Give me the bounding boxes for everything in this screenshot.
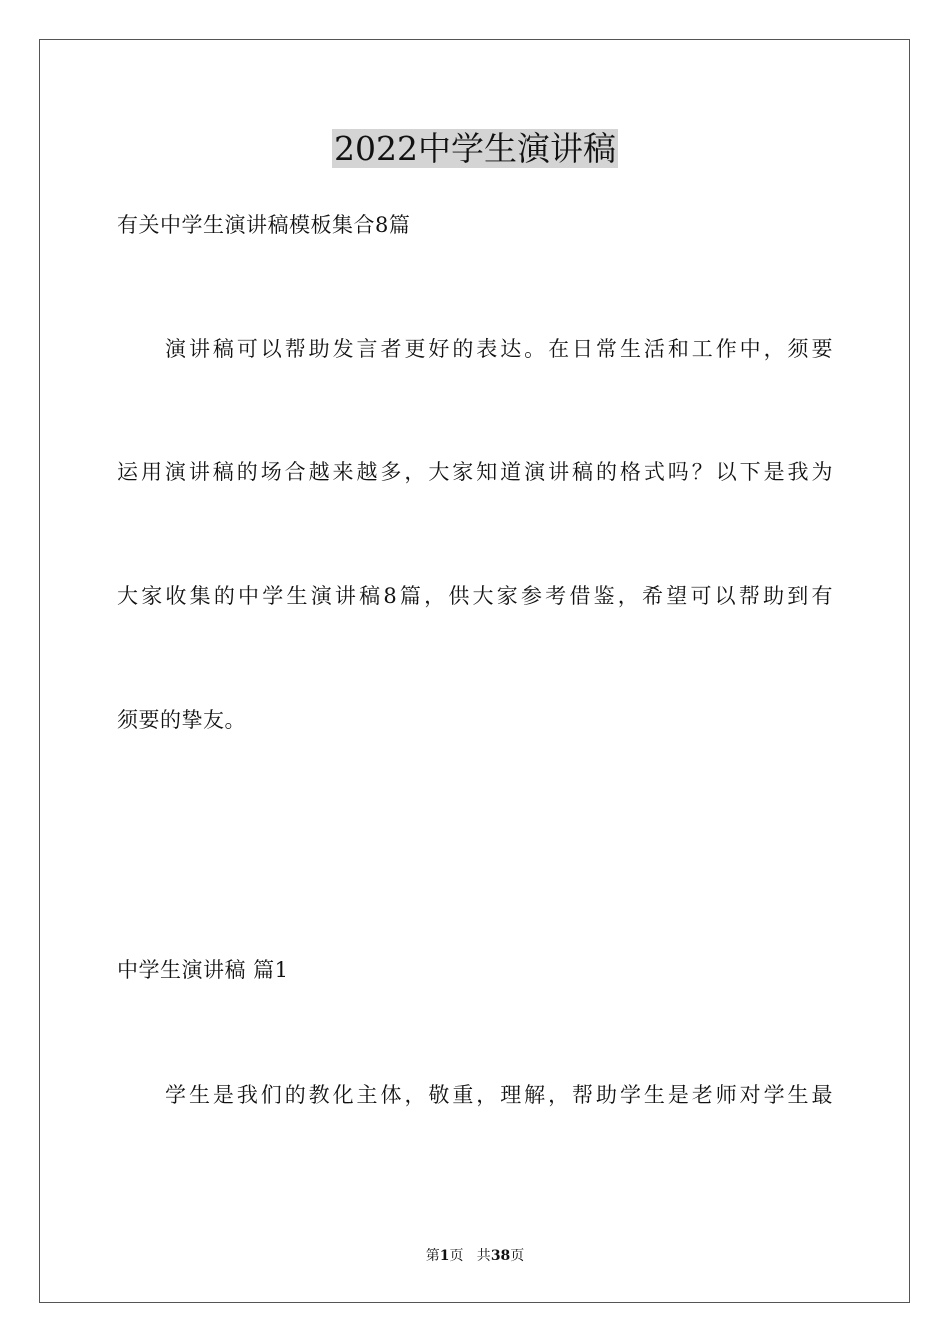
paragraph-line: 须要的挚友。 — [117, 708, 246, 732]
document-subtitle: 有关中学生演讲稿模板集合8篇 — [117, 213, 411, 237]
footer-page-number: 1 — [439, 1248, 450, 1264]
paragraph-line: 大家收集的中学生演讲稿8篇，供大家参考借鉴，希望可以帮助到有 — [117, 584, 833, 608]
footer-suffix: 页 — [510, 1248, 525, 1264]
section-heading: 中学生演讲稿 篇1 — [117, 958, 289, 982]
page-footer — [0, 1247, 950, 1265]
footer-mid: 页 共 — [449, 1248, 491, 1264]
document-title-text: 2022中学生演讲稿 — [334, 129, 616, 168]
document-title — [0, 126, 950, 172]
paragraph-line: 运用演讲稿的场合越来越多，大家知道演讲稿的格式吗？以下是我为 — [117, 460, 833, 484]
paragraph-line: 学生是我们的教化主体，敬重，理解，帮助学生是老师对学生最 — [165, 1083, 833, 1107]
footer-page-total: 38 — [490, 1248, 511, 1264]
footer-prefix: 第 — [425, 1248, 440, 1264]
paragraph-line: 演讲稿可以帮助发言者更好的表达。在日常生活和工作中，须要 — [165, 337, 833, 361]
